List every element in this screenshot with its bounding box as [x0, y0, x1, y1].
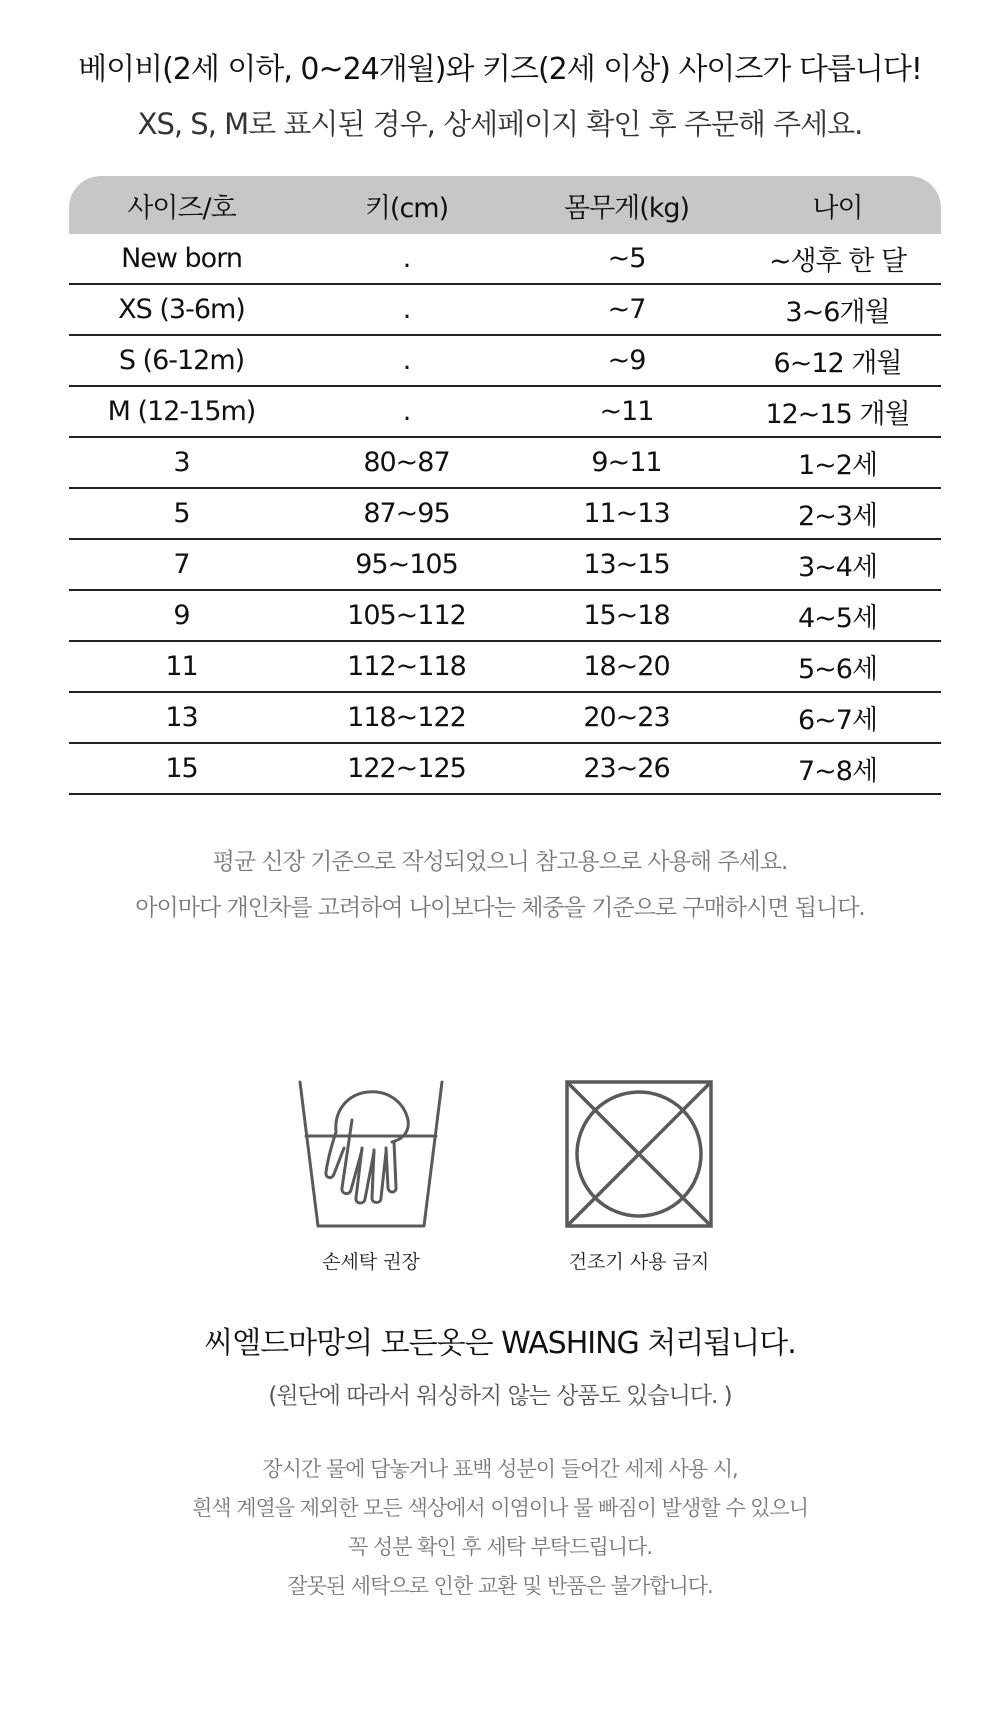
cell-height: 122~125	[347, 753, 466, 784]
table-row	[69, 489, 941, 540]
cell-age: 1~2세	[797, 450, 878, 481]
cell-height: 112~118	[347, 651, 466, 682]
header-height: 키(cm)	[364, 192, 449, 224]
table-row	[69, 387, 941, 438]
caution-line: 잘못된 세탁으로 인한 교환 및 반품은 불가합니다.	[287, 1574, 713, 1598]
size-table-header	[69, 176, 941, 234]
cell-weight: 13~15	[583, 549, 670, 580]
cell-size: 9	[173, 600, 190, 631]
cell-size: 7	[173, 549, 190, 580]
table-row	[69, 438, 941, 489]
table-row	[69, 234, 941, 285]
cell-height: .	[402, 396, 411, 427]
header-age: 나이	[812, 192, 863, 224]
hand-wash-icon	[296, 1080, 446, 1230]
cell-age: ~생후 한 달	[768, 246, 907, 277]
cell-weight: ~11	[599, 396, 654, 427]
cell-size: 11	[165, 651, 198, 682]
cell-weight: 18~20	[583, 651, 670, 682]
cell-weight: 15~18	[583, 600, 670, 631]
cell-size: 15	[165, 753, 198, 784]
cell-height: .	[402, 294, 411, 325]
cell-size: 3	[173, 447, 190, 478]
cell-age: 6~7세	[797, 705, 878, 736]
cell-weight: 9~11	[591, 447, 662, 478]
cell-weight: ~7	[607, 294, 646, 325]
cell-weight: 20~23	[583, 702, 670, 733]
cell-age: 3~4세	[797, 552, 878, 583]
table-row	[69, 642, 941, 693]
cell-size: New born	[121, 243, 242, 274]
cell-height: 95~105	[355, 549, 458, 580]
cell-age: 4~5세	[797, 603, 878, 634]
cell-height: .	[402, 345, 411, 376]
cell-weight: 11~13	[583, 498, 670, 529]
header-weight: 몸무게(kg)	[563, 192, 690, 224]
washing-title: 씨엘드마망의 모든옷은 WASHING 처리됩니다.	[204, 1326, 796, 1361]
size-notice-line2: XS, S, M로 표시된 경우, 상세페이지 확인 후 주문해 주세요.	[137, 107, 863, 141]
cell-weight: ~5	[607, 243, 646, 274]
table-row	[69, 693, 941, 744]
caution-line: 장시간 물에 담놓거나 표백 성분이 들어간 세제 사용 시,	[262, 1457, 738, 1481]
cell-size: XS (3-6m)	[118, 294, 245, 325]
cell-age: 2~3세	[797, 501, 878, 532]
cell-height: 87~95	[363, 498, 450, 529]
cell-age: 3~6개월	[785, 297, 890, 328]
cell-weight: ~9	[607, 345, 646, 376]
no-tumble-dry-icon	[565, 1080, 713, 1228]
cell-height: 80~87	[363, 447, 450, 478]
cell-weight: 23~26	[583, 753, 670, 784]
cell-size: M (12-15m)	[107, 396, 256, 427]
table-row	[69, 540, 941, 591]
size-reference-note: 평균 신장 기준으로 작성되었으니 참고용으로 사용해 주세요.	[212, 849, 788, 875]
cell-size: S (6-12m)	[118, 345, 245, 376]
cell-size: 13	[165, 702, 198, 733]
header-size: 사이즈/호	[127, 192, 236, 224]
cell-height: 105~112	[347, 600, 466, 631]
size-table	[69, 176, 941, 795]
cell-age: 12~15 개월	[765, 399, 910, 430]
cell-age: 5~6세	[797, 654, 878, 685]
cell-age: 6~12 개월	[773, 348, 902, 379]
table-row	[69, 336, 941, 387]
size-weight-note: 아이마다 개인차를 고려하여 나이보다는 체중을 기준으로 구매하시면 됩니다.	[135, 895, 865, 921]
cell-age: 7~8세	[797, 756, 878, 787]
hand-wash-label: 손세탁 권장	[322, 1251, 420, 1273]
caution-line: 꼭 성분 확인 후 세탁 부탁드립니다.	[347, 1535, 653, 1559]
cell-height: .	[402, 243, 411, 274]
table-row	[69, 591, 941, 642]
cell-height: 118~122	[347, 702, 466, 733]
table-row	[69, 744, 941, 795]
washing-subtitle: (원단에 따라서 워싱하지 않는 상품도 있습니다. )	[268, 1383, 732, 1409]
caution-line: 흰색 계열을 제외한 모든 색상에서 이염이나 물 빠짐이 발생할 수 있으니	[191, 1496, 809, 1520]
cell-size: 5	[173, 498, 190, 529]
no-dryer-label: 건조기 사용 금지	[568, 1251, 710, 1273]
size-notice-line1: 베이비(2세 이하, 0~24개월)와 키즈(2세 이상) 사이즈가 다릅니다!	[78, 52, 922, 87]
table-row	[69, 285, 941, 336]
